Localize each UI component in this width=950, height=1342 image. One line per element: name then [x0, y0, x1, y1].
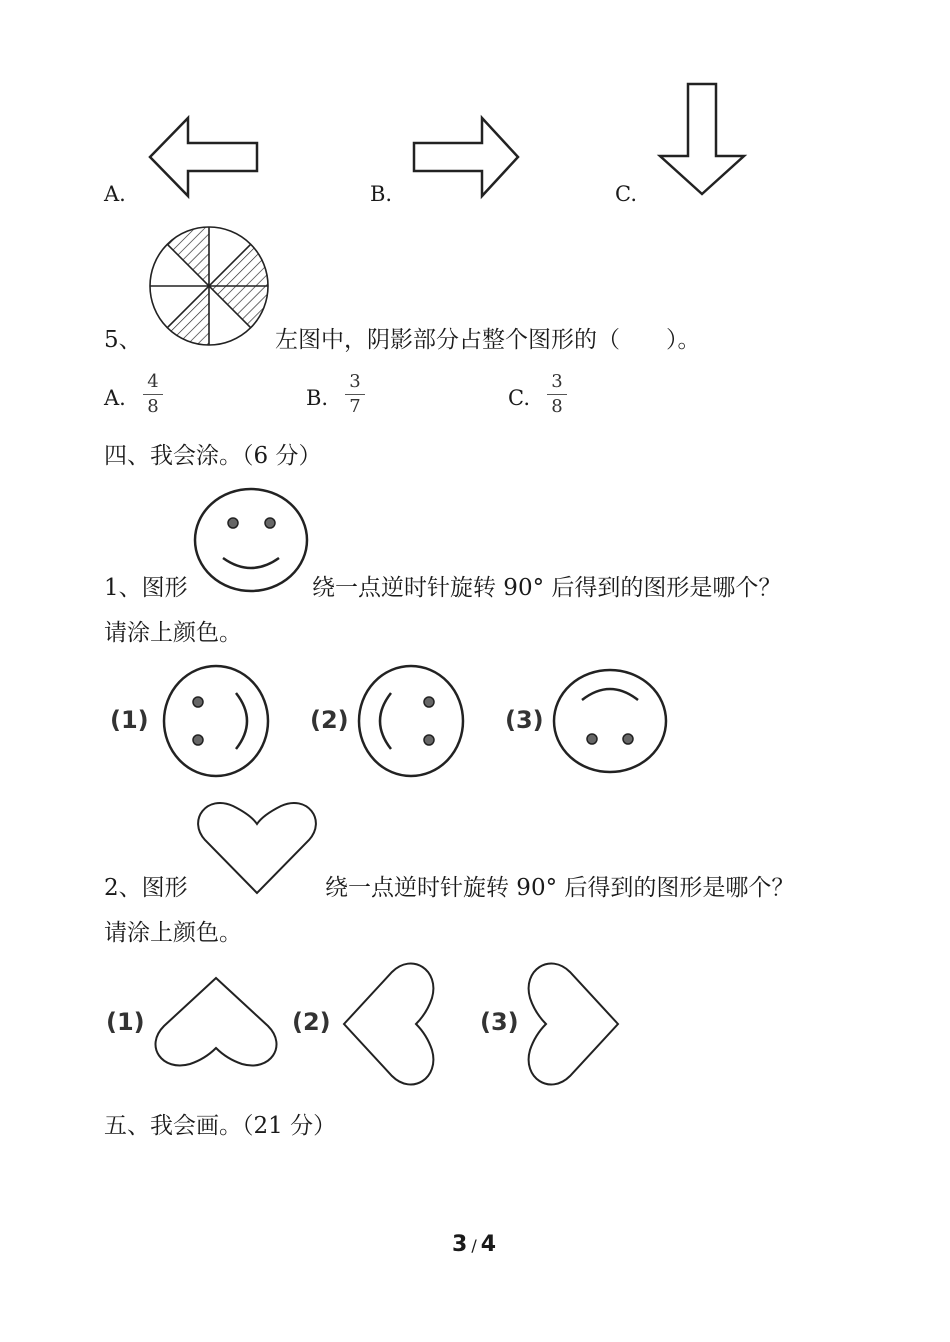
rotated-heart-option-1-icon[interactable] [150, 970, 285, 1075]
q1-question: 绕一点逆时针旋转 90° 后得到的图形是哪个？ [312, 575, 782, 601]
option-b-label: B. [370, 182, 393, 206]
q5-option-a-label: A. [104, 386, 126, 410]
rotated-smiley-option-1-icon[interactable] [162, 665, 272, 780]
section4-heading: 四、我会涂。（6 分） [104, 443, 322, 469]
section5-heading: 五、我会画。（21 分） [104, 1113, 337, 1139]
arrow-down-icon [0, 0, 950, 260]
rotated-smiley-option-2-icon[interactable] [357, 665, 467, 780]
q5-option-a-fraction: 4 8 [143, 372, 163, 417]
q2-question: 绕一点逆时针旋转 90° 后得到的图形是哪个？ [325, 875, 795, 901]
page-current: 3 [452, 1232, 468, 1257]
q1-option-1-label: (1) [110, 706, 149, 734]
rotated-heart-option-3-icon[interactable] [522, 958, 626, 1090]
q2-option-2-label: (2) [292, 1008, 331, 1036]
q1-option-2-label: (2) [310, 706, 349, 734]
rotated-smiley-option-3-icon[interactable] [552, 668, 670, 778]
q2-option-3-label: (3) [480, 1008, 519, 1036]
page-separator: / [471, 1236, 477, 1255]
rotated-heart-option-2-icon[interactable] [338, 958, 442, 1090]
shaded-circle-figure [148, 225, 272, 347]
page-total: 4 [480, 1232, 497, 1257]
q5-option-c-label: C. [508, 386, 530, 410]
q2-option-1-label: (1) [106, 1008, 145, 1036]
q2-prefix: 2、图形 [104, 875, 188, 901]
q2-instruction: 请涂上颜色。 [104, 920, 242, 946]
q5-option-b-label: B. [306, 386, 329, 410]
page-indicator [452, 1232, 496, 1257]
q5-option-c-fraction: 3 8 [547, 372, 567, 417]
q5-question: 左图中，阴影部分占整个图形的（ ）。 [275, 327, 701, 353]
option-c-label: C. [615, 182, 637, 206]
q5-number: 5、 [104, 327, 142, 353]
option-a-label: A. [104, 182, 126, 206]
heart-shape-icon [195, 800, 325, 900]
q1-instruction: 请涂上颜色。 [104, 620, 242, 646]
smiley-face-icon [193, 488, 313, 596]
q1-prefix: 1、图形 [104, 575, 188, 601]
q5-option-b-fraction: 3 7 [345, 372, 365, 417]
q1-option-3-label: (3) [505, 706, 544, 734]
